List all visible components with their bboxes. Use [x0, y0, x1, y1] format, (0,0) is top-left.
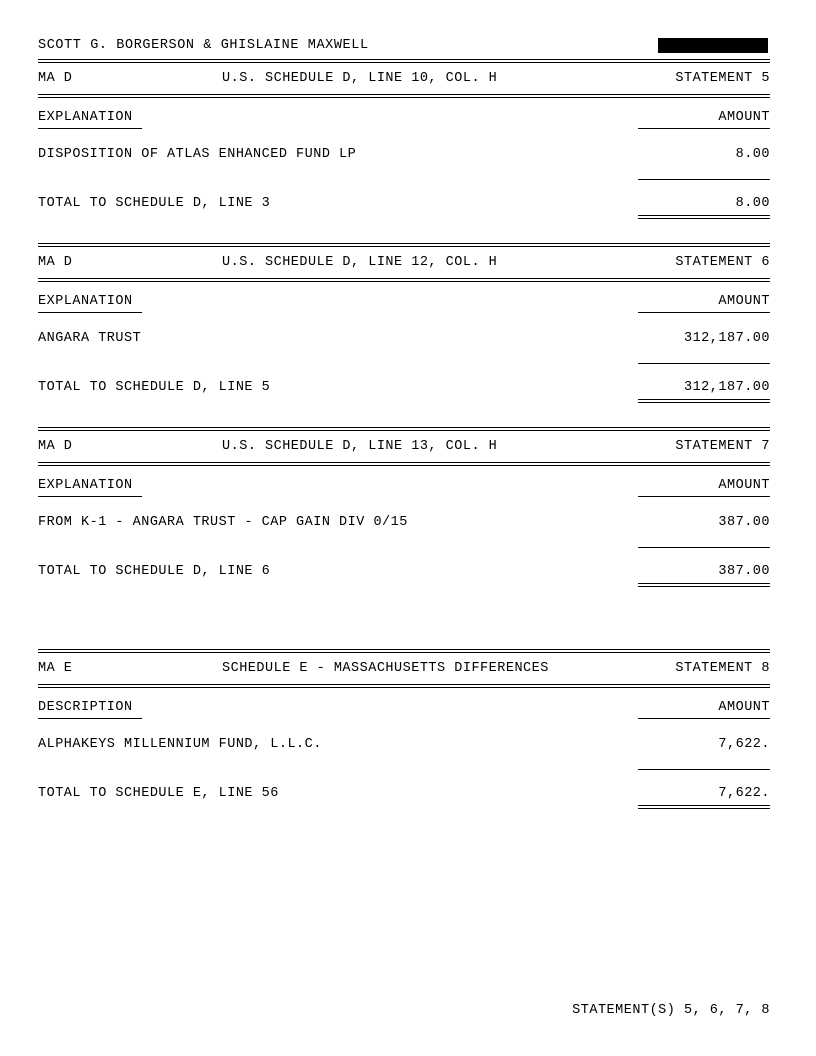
total-label: TOTAL TO SCHEDULE D, LINE 5 [38, 380, 271, 395]
underline-right [638, 496, 770, 497]
subtotal-rule [638, 179, 770, 180]
total-double-rule [638, 215, 770, 219]
total-double-rule [638, 399, 770, 403]
total-amount: 7,622. [718, 786, 770, 801]
row-amount: 387.00 [718, 515, 770, 530]
row-description: ALPHAKEYS MILLENNIUM FUND, L.L.C. [38, 737, 322, 752]
statement-block [38, 59, 770, 219]
total-double-rule [638, 583, 770, 587]
column-header-right: AMOUNT [718, 294, 770, 309]
block-spacer [38, 403, 770, 427]
total-row [38, 548, 770, 579]
total-amount: 387.00 [718, 564, 770, 579]
block-spacer-large [38, 587, 770, 649]
underline-left [38, 496, 142, 497]
page-header [38, 38, 770, 53]
underline-right [638, 312, 770, 313]
underline-left [38, 312, 142, 313]
row-amount: 7,622. [718, 737, 770, 752]
subtotal-rule-wrap [38, 530, 770, 548]
form-code: MA E [38, 661, 73, 676]
page-footer: STATEMENT(S) 5, 6, 7, 8 [572, 1003, 770, 1018]
subtotal-rule-wrap [38, 752, 770, 770]
underline-right [638, 718, 770, 719]
total-row [38, 770, 770, 801]
subtotal-rule [638, 769, 770, 770]
column-header-right: AMOUNT [718, 478, 770, 493]
form-code: MA D [38, 71, 73, 86]
redacted-ssn-block [658, 38, 768, 53]
underline-right [638, 128, 770, 129]
total-double-rule-wrap [38, 211, 770, 219]
row-description: DISPOSITION OF ATLAS ENHANCED FUND LP [38, 147, 357, 162]
statement-title: U.S. SCHEDULE D, LINE 10, COL. H [222, 71, 498, 86]
total-double-rule-wrap [38, 579, 770, 587]
row-amount: 312,187.00 [683, 331, 770, 346]
statement-title-row [38, 247, 770, 278]
statement-block [38, 649, 770, 809]
table-row [38, 129, 770, 162]
statement-title-row [38, 431, 770, 462]
statement-number: STATEMENT 7 [675, 439, 770, 454]
column-header-row [38, 282, 770, 310]
statement-number: STATEMENT 5 [675, 71, 770, 86]
total-amount: 312,187.00 [683, 380, 770, 395]
subtotal-rule [638, 363, 770, 364]
column-header-left: EXPLANATION [38, 110, 133, 125]
total-double-rule-wrap [38, 801, 770, 809]
table-row [38, 313, 770, 346]
statement-title-row [38, 63, 770, 94]
total-amount: 8.00 [735, 196, 770, 211]
column-header-row [38, 98, 770, 126]
total-row [38, 180, 770, 211]
column-header-right: AMOUNT [718, 700, 770, 715]
column-header-left: DESCRIPTION [38, 700, 133, 715]
form-code: MA D [38, 439, 73, 454]
column-header-right: AMOUNT [718, 110, 770, 125]
underline-left [38, 718, 142, 719]
statement-title: U.S. SCHEDULE D, LINE 13, COL. H [222, 439, 498, 454]
column-header-row [38, 466, 770, 494]
statement-block [38, 243, 770, 403]
column-header-left: EXPLANATION [38, 294, 133, 309]
statement-title-row [38, 653, 770, 684]
form-code: MA D [38, 255, 73, 270]
statement-number: STATEMENT 8 [675, 661, 770, 676]
taxpayer-name: SCOTT G. BORGERSON & GHISLAINE MAXWELL [38, 38, 369, 53]
column-header-left: EXPLANATION [38, 478, 133, 493]
total-double-rule-wrap [38, 395, 770, 403]
row-description: FROM K-1 - ANGARA TRUST - CAP GAIN DIV 0/15 [38, 515, 408, 530]
total-row [38, 364, 770, 395]
subtotal-rule-wrap [38, 346, 770, 364]
total-label: TOTAL TO SCHEDULE E, LINE 56 [38, 786, 279, 801]
statement-title: U.S. SCHEDULE D, LINE 12, COL. H [222, 255, 498, 270]
statement-block [38, 427, 770, 587]
row-amount: 8.00 [735, 147, 770, 162]
total-label: TOTAL TO SCHEDULE D, LINE 6 [38, 564, 271, 579]
column-header-row [38, 688, 770, 716]
underline-left [38, 128, 142, 129]
total-double-rule [638, 805, 770, 809]
table-row [38, 719, 770, 752]
statement-number: STATEMENT 6 [675, 255, 770, 270]
row-description: ANGARA TRUST [38, 331, 142, 346]
table-row [38, 497, 770, 530]
subtotal-rule [638, 547, 770, 548]
statement-title: SCHEDULE E - MASSACHUSETTS DIFFERENCES [222, 661, 549, 676]
total-label: TOTAL TO SCHEDULE D, LINE 3 [38, 196, 271, 211]
subtotal-rule-wrap [38, 162, 770, 180]
block-spacer [38, 219, 770, 243]
